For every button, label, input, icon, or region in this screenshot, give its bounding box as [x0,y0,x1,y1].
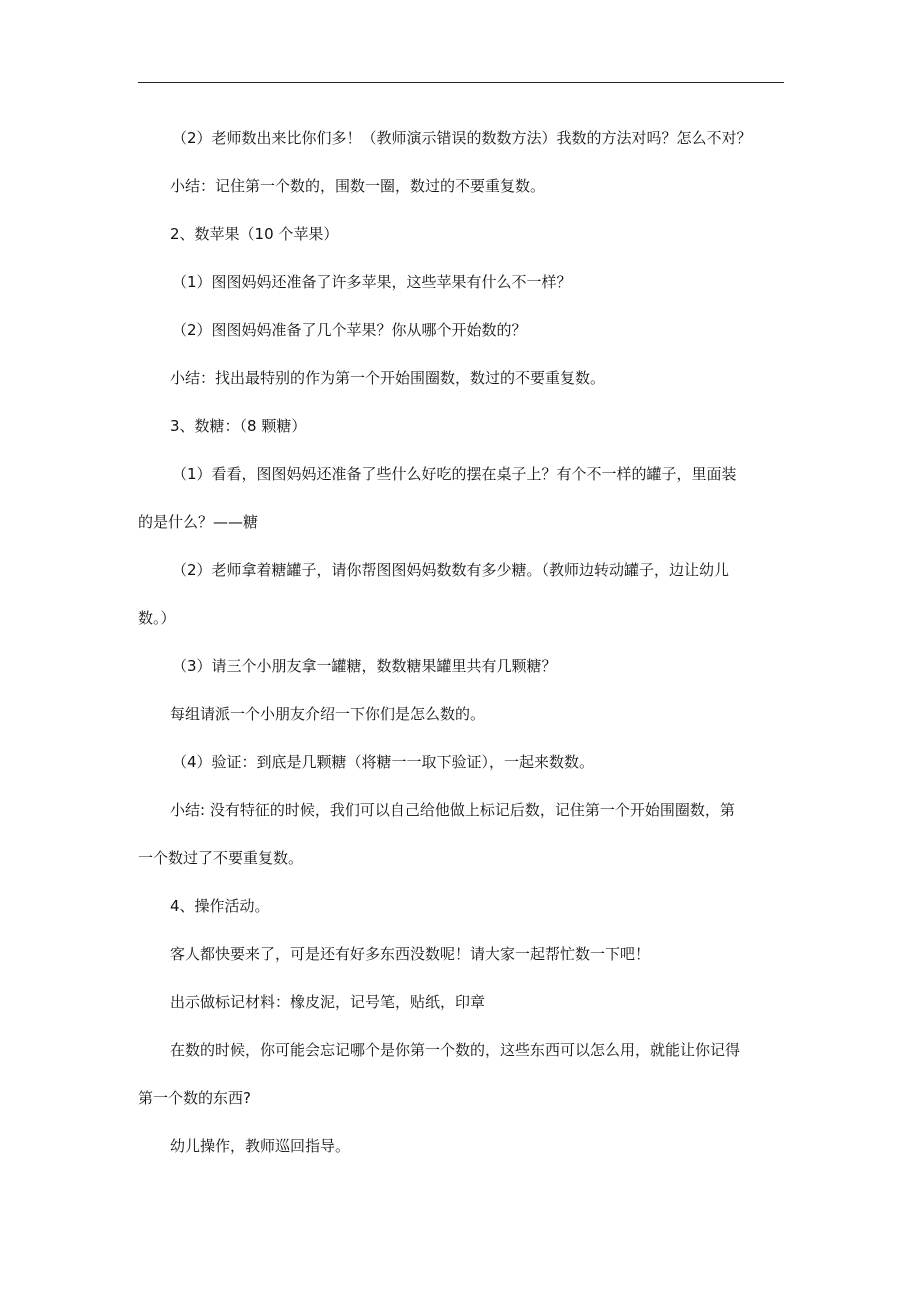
paragraph: 每组请派一个小朋友介绍一下你们是怎么数的。 [170,705,486,723]
paragraph: （1）图图妈妈还准备了许多苹果，这些苹果有什么不一样？ [172,273,572,291]
paragraph: （4）验证：到底是几颗糖（将糖一一取下验证），一起来数数。 [172,753,595,771]
paragraph-line: （1）看看，图图妈妈还准备了些什么好吃的摆在桌子上？有个不一样的罐子，里面装 [172,465,737,483]
paragraph-line: 的是什么？——糖 [138,513,259,531]
header-rule [138,82,784,83]
paragraph: 小结：记住第一个数的，围数一圈，数过的不要重复数。 [170,177,546,195]
paragraph: 小结：找出最特别的作为第一个开始围圈数，数过的不要重复数。 [170,369,606,387]
paragraph: （3）请三个小朋友拿一罐糖，数数糖果罐里共有几颗糖？ [172,657,557,675]
paragraph: 出示做标记材料：橡皮泥，记号笔，贴纸，印章 [170,993,486,1011]
paragraph: 2、数苹果（10 个苹果） [170,225,339,243]
paragraph-line: 第一个数的东西? [138,1089,251,1107]
paragraph: 4、操作活动。 [170,897,270,915]
paragraph: 客人都快要来了，可是还有好多东西没数呢！请大家一起帮忙数一下吧！ [170,945,651,963]
paragraph: （2）老师数出来比你们多！（教师演示错误的数数方法）我数的方法对吗？怎么不对？ [172,129,752,147]
paragraph-line: 数。） [138,609,176,627]
paragraph-line: （2）老师拿着糖罐子，请你帮图图妈妈数数有多少糖。（教师边转动罐子，边让幼儿 [172,561,730,579]
paragraph: （2）图图妈妈准备了几个苹果？你从哪个开始数的？ [172,321,527,339]
paragraph-line: 在数的时候，你可能会忘记哪个是你第一个数的，这些东西可以怎么用，就能让你记得 [170,1041,741,1059]
paragraph: 3、数糖：（8 颗糖） [170,417,307,435]
paragraph: 幼儿操作，教师巡回指导。 [170,1137,351,1155]
paragraph-line: 一个数过了不要重复数。 [138,849,304,867]
paragraph-line: 小结: 没有特征的时候，我们可以自己给他做上标记后数，记住第一个开始围圈数，第 [170,801,735,819]
